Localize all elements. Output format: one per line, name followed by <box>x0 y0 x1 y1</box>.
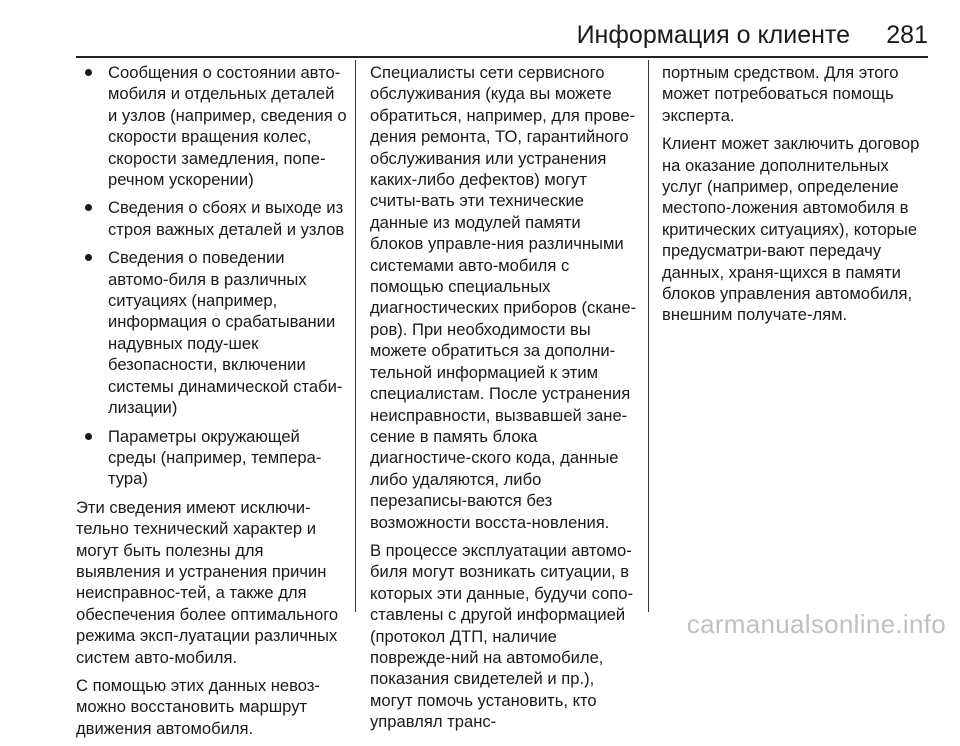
bullet-list <box>76 62 348 490</box>
paragraph-expert-help: портным средством. Для этого может потребоваться помощь эксперта. <box>662 63 899 125</box>
page-number: 281 <box>886 21 928 49</box>
paragraph-technical-nature: Эти сведения имеют исключи-тельно технический характер и могут быть полезны для выявления и устранения причин неисправнос-тей, а также для обеспечения более оптимального режима эксп-луатации различных систем авто-мобиля. <box>76 497 339 667</box>
paragraph-accident-situations: В процессе эксплуатации автомо-биля могут возникать ситуации, в которых эти данные, будучи сопо-ставлены с другой информацией (протокол ДТП, наличие поврежде-ний на автомобиле, показания свидетелей и пр.), могут помочь установить, кто управлял транс- <box>370 540 634 732</box>
column-divider-1 <box>355 60 356 612</box>
page-title: Информация о клиенте <box>576 21 850 49</box>
paragraph-additional-services: Клиент может заключить договор на оказание дополнительных услуг (например, определение местопо-ложения автомобиля в критических ситуациях), которые предусматри-вают передачу данных, храня-щихся в памяти блоков управления автомобиля, внешним получате-лям. <box>662 134 920 325</box>
paragraph-route-not-recoverable: С помощью этих данных невоз-можно восстановить маршрут движения автомобиля. <box>76 675 320 738</box>
paragraph-service-specialists: Специалисты сети сервисного обслуживания (куда вы можете обратиться, например, для прове-дения ремонта, ТО, гарантийного обслуживания или устранения каких-либо дефектов) могут считы-вать эти технические данные из модулей памяти блоков управле-ния различными системами авто-мобиля с помощью специальных диагностических приборов (скане-ров). При необходимости вы можете обратиться за дополни-тельной информацией к этим специалистам. После устранения неисправности, вызвавшей зане-сение в память блока диагностиче-ского кода, данные либо удаляются, либо перезаписы-ваются без возможности восста-новления. <box>370 63 637 532</box>
page-header <box>0 0 960 60</box>
header-divider <box>76 56 928 58</box>
text-column-2 <box>370 62 638 740</box>
bullet-item-vehicle-behavior: Сведения о поведении автомо-биля в различных ситуациях (например, информация о срабатывании надувных поду-шек безопасности, включении системы динамической стаби-лизации) <box>76 247 348 418</box>
column-divider-2 <box>648 60 649 612</box>
bullet-item-vehicle-status: Сообщения о состоянии авто-мобиля и отдельных деталей и узлов (например, сведения о скорости вращения колес, скорости замедления, попе-речном ускорении) <box>76 62 348 190</box>
bullet-item-failures: Сведения о сбоях и выходе из строя важных деталей и узлов <box>76 197 348 240</box>
site-watermark: carmanualsonline.info <box>686 609 946 639</box>
text-column-3 <box>662 62 930 333</box>
bullet-item-environment: Параметры окружающей среды (например, темпера-тура) <box>76 426 348 490</box>
text-column-1 <box>76 62 348 746</box>
